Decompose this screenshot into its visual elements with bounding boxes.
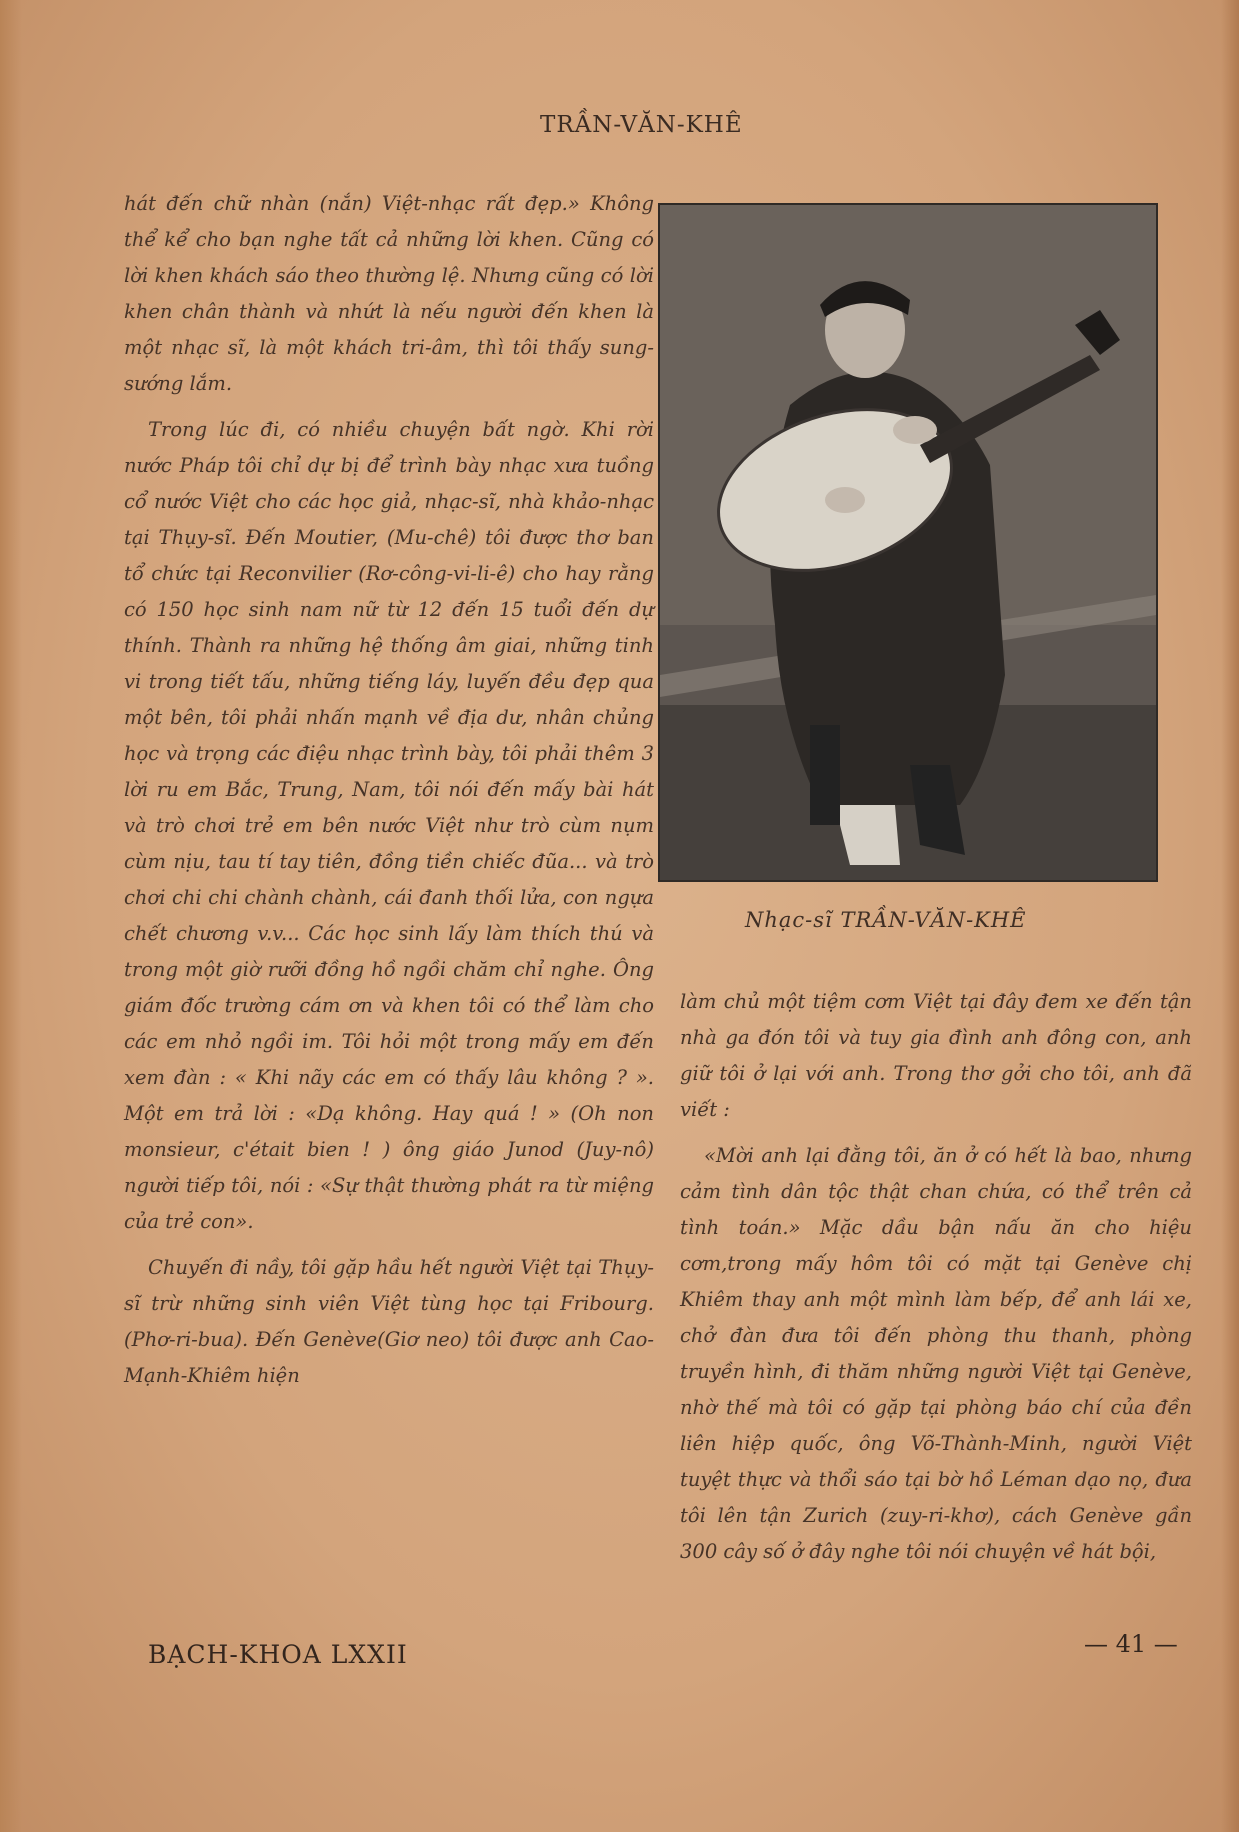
paragraph-2: Trong lúc đi, có nhiều chuyện bất ngờ. Khi rời nước Pháp tôi chỉ dự bị để trình bày nhạc xưa tuồng cổ nước Việt cho các học giả, nhạc-sĩ, nhà khảo-nhạc tại Thụy-sĩ. Đến Moutier, (Mu-chê) tôi được thơ ban tổ chức tại Reconvilier (Rơ-công-vi-li-ê) cho hay rằng có 150 học sinh nam nữ từ 12 đến 15 tuổi đến dự thính. Thành ra những hệ thống âm giai, những tinh vi trong tiết tấu, những tiếng láy, luyến đều đẹp qua một bên, tôi phải nhấn mạnh về địa dư, nhân chủng học và trọng các điệu nhạc trình bày, tôi phải thêm 3 lời ru em Bắc, Trung, Nam, tôi nói đến mấy bài hát và trò chơi trẻ em bên nước Việt như trò cùm nụm cùm nịu, tau tí tay tiên, đồng tiền chiếc đũa... và trò chơi chi chi chành chành, cái đanh thối lửa, con ngựa chết chương v.v... Các học sinh lấy làm thích thú và trong một giờ rưỡi đồng hồ ngồi chăm chỉ nghe. Ông giám đốc trường cám ơn và khen tôi có thể làm cho các em nhỏ ngồi im. Tôi hỏi một trong mấy em đến xem đàn : « Khi nãy các em có thấy lâu không ? ». Một em trả lời : «Dạ không. Hay quá ! » (Oh non monsieur, c'était bien ! ) ông giáo Junod (Juy-nô) người tiếp tôi, nói : «Sự thật thường phát ra từ miệng của trẻ con». (124, 418, 654, 1233)
magazine-issue-footer: BẠCH-KHOA LXXII (148, 1640, 408, 1669)
left-text-column (124, 186, 654, 1404)
right-text-column (680, 984, 1192, 1580)
musician-with-lute-illustration (660, 205, 1156, 880)
paragraph-3: Chuyến đi nầy, tôi gặp hầu hết người Việt tại Thụy-sĩ trừ những sinh viên Việt tùng học tại Fribourg. (Phơ-ri-bua). Đến Genève(Giơ neo) tôi được anh Cao-Mạnh-Khiêm hiện (124, 1256, 654, 1387)
portrait-photo (660, 205, 1156, 880)
paragraph-4: làm chủ một tiệm cơm Việt tại đây đem xe đến tận nhà ga đón tôi và tuy gia đình anh đông con, anh giữ tôi ở lại với anh. Trong thơ gởi cho tôi, anh đã viết : (680, 990, 1192, 1121)
photo-caption: Nhạc-sĩ TRẦN-VĂN-KHÊ (745, 908, 1027, 932)
page-number: — 41 — (1084, 1630, 1178, 1658)
paragraph-1: hát đến chữ nhàn (nắn) Việt-nhạc rất đẹp.» Không thể kể cho bạn nghe tất cả những lời khen. Cũng có lời khen khách sáo theo thường lệ. Nhưng cũng có lời khen chân thành và nhứt là nếu người đến khen là một nhạc sĩ, là một khách tri-âm, thì tôi thấy sung-sướng lắm. (124, 192, 654, 395)
paragraph-5: «Mời anh lại đằng tôi, ăn ở có hết là bao, nhưng cảm tình dân tộc thật chan chứa, có thể trên cả tình toán.» Mặc dầu bận nấu ăn cho hiệu cơm,trong mấy hôm tôi có mặt tại Genève chị Khiêm thay anh một mình làm bếp, để anh lái xe, chở đàn đưa tôi đến phòng thu thanh, phòng truyền hình, đi thăm những người Việt tại Genève, nhờ thế mà tôi có gặp tại phòng báo chí của đền liên hiệp quốc, ông Võ-Thành-Minh, người Việt tuyệt thực và thổi sáo tại bờ hồ Léman dạo nọ, đưa tôi lên tận Zurich (zuy-ri-khơ), cách Genève gần 300 cây số ở đây nghe tôi nói chuyện về hát bội, (680, 1144, 1192, 1563)
running-head: TRẦN-VĂN-KHÊ (540, 112, 743, 138)
